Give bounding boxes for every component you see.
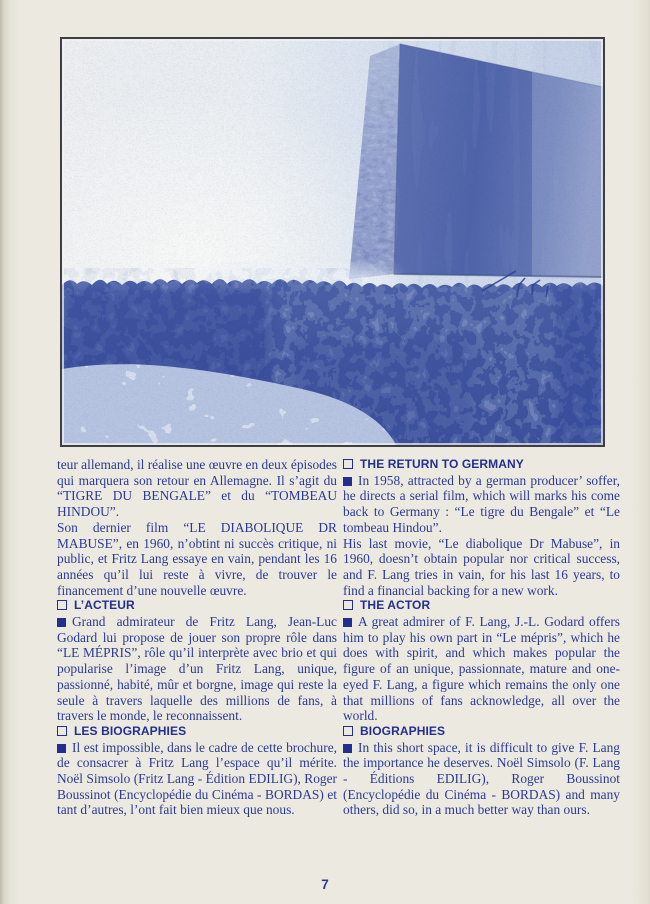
section-heading-acteur xyxy=(57,598,337,614)
paragraph-text: In this short space, it is difficult to give F. Lang the importance he deserves. Noël Simsolo (F. Lang - Éditions EDILIG), Roger Boussinot (Encyclopédie du Cinéma - BORDAS) and many others, did so, in a much better way than ours. xyxy=(343,739,620,818)
photo-grain xyxy=(62,39,603,445)
filled-square-marker xyxy=(343,744,352,753)
paragraph xyxy=(57,457,337,520)
paragraph-text: A great admirer of F. Lang, J.-L. Godard offers him to play his own part in “Le mépris”, which he does with spirit, and which makes popular the figure of an unique, passionnate, mature and one-eyed F. Lang, a figure which remains the only one that millions of fans acknowledge, all over the world. xyxy=(343,614,620,724)
open-square-marker xyxy=(57,726,67,736)
heading-text: L’ACTEUR xyxy=(74,598,135,613)
paragraph xyxy=(343,473,620,536)
section-heading-biographies-fr xyxy=(57,724,337,740)
heading-text: THE ACTOR xyxy=(360,598,431,613)
section-heading-the-actor xyxy=(343,598,620,614)
open-square-marker xyxy=(343,726,353,736)
paragraph xyxy=(343,740,620,819)
page-number: 7 xyxy=(321,877,329,892)
paragraph xyxy=(57,614,337,724)
filled-square-marker xyxy=(343,618,352,627)
paragraph xyxy=(343,536,620,599)
text-columns xyxy=(57,457,620,818)
heading-text: THE RETURN TO GERMANY xyxy=(360,457,524,471)
section-heading-biographies-en xyxy=(343,724,620,740)
heading-text: BIOGRAPHIES xyxy=(360,723,446,738)
paragraph-text: In 1958, attracted by a german producer’ soffer, he directs a serial film, which will marks his come back to Germany : “Le tigre du Bengale” et “Le tombeau Hindou”. xyxy=(343,472,620,535)
paragraph-text: Son dernier film “LE DIABOLIQUE DR MABUSE”, en 1960, n’obtint ni succès critique, ni public, et Fritz Lang essaye en vain, pendant les 16 années qu’il lui reste à vivre, de trouver le financement d’une nouvelle œuvre. xyxy=(57,519,337,598)
heading-text: LES BIOGRAPHIES xyxy=(74,723,187,738)
paragraph xyxy=(57,740,337,819)
filled-square-marker xyxy=(57,744,66,753)
paragraph xyxy=(343,614,620,724)
open-square-marker xyxy=(343,600,353,610)
paragraph-text: Grand admirateur de Fritz Lang, Jean-Luc Godard lui propose de jouer son propre rôle dans “LE MÉPRIS”, rôle qu’il interprète avec brio et qui popularise l’image d’un Fritz Lang, unique, passionné, habité, mûr et borgne, image qui reste la seule à travers laquelle des millions de fans, à travers le monde, le reconnaissent. xyxy=(57,614,337,724)
column-english xyxy=(343,457,620,818)
open-square-marker xyxy=(57,600,67,610)
paragraph xyxy=(57,520,337,599)
column-french xyxy=(57,457,337,818)
filled-square-marker xyxy=(57,618,66,627)
film-still-illustration xyxy=(62,39,603,445)
paragraph-text: His last movie, “Le diabolique Dr Mabuse”, in 1960, doesn’t obtain popular nor critical success, and F. Lang tries in vain, for his last 16 years, to find a financial backing for a new work. xyxy=(343,535,620,598)
filled-square-marker xyxy=(343,477,352,486)
open-square-marker xyxy=(343,459,353,469)
film-still-photo xyxy=(60,37,605,447)
section-heading-return-to-germany xyxy=(343,457,620,473)
paragraph-text: Il est impossible, dans le cadre de cette brochure, de consacrer à Fritz Lang l’espace qu’il mérite. Noël Simsolo (Fritz Lang - Édition EDILIG), Roger Boussinot (Encyclopédie du Cinéma - BORDAS) et tant d’autres, l’ont fait bien mieux que nous. xyxy=(57,739,337,818)
paragraph-text: teur allemand, il réalise une œuvre en deux épisodes qui marquera son retour en Allemagne. Il s’agit du “TIGRE DU BENGALE” et du “TOMBEAU HINDOU”. xyxy=(57,457,337,520)
